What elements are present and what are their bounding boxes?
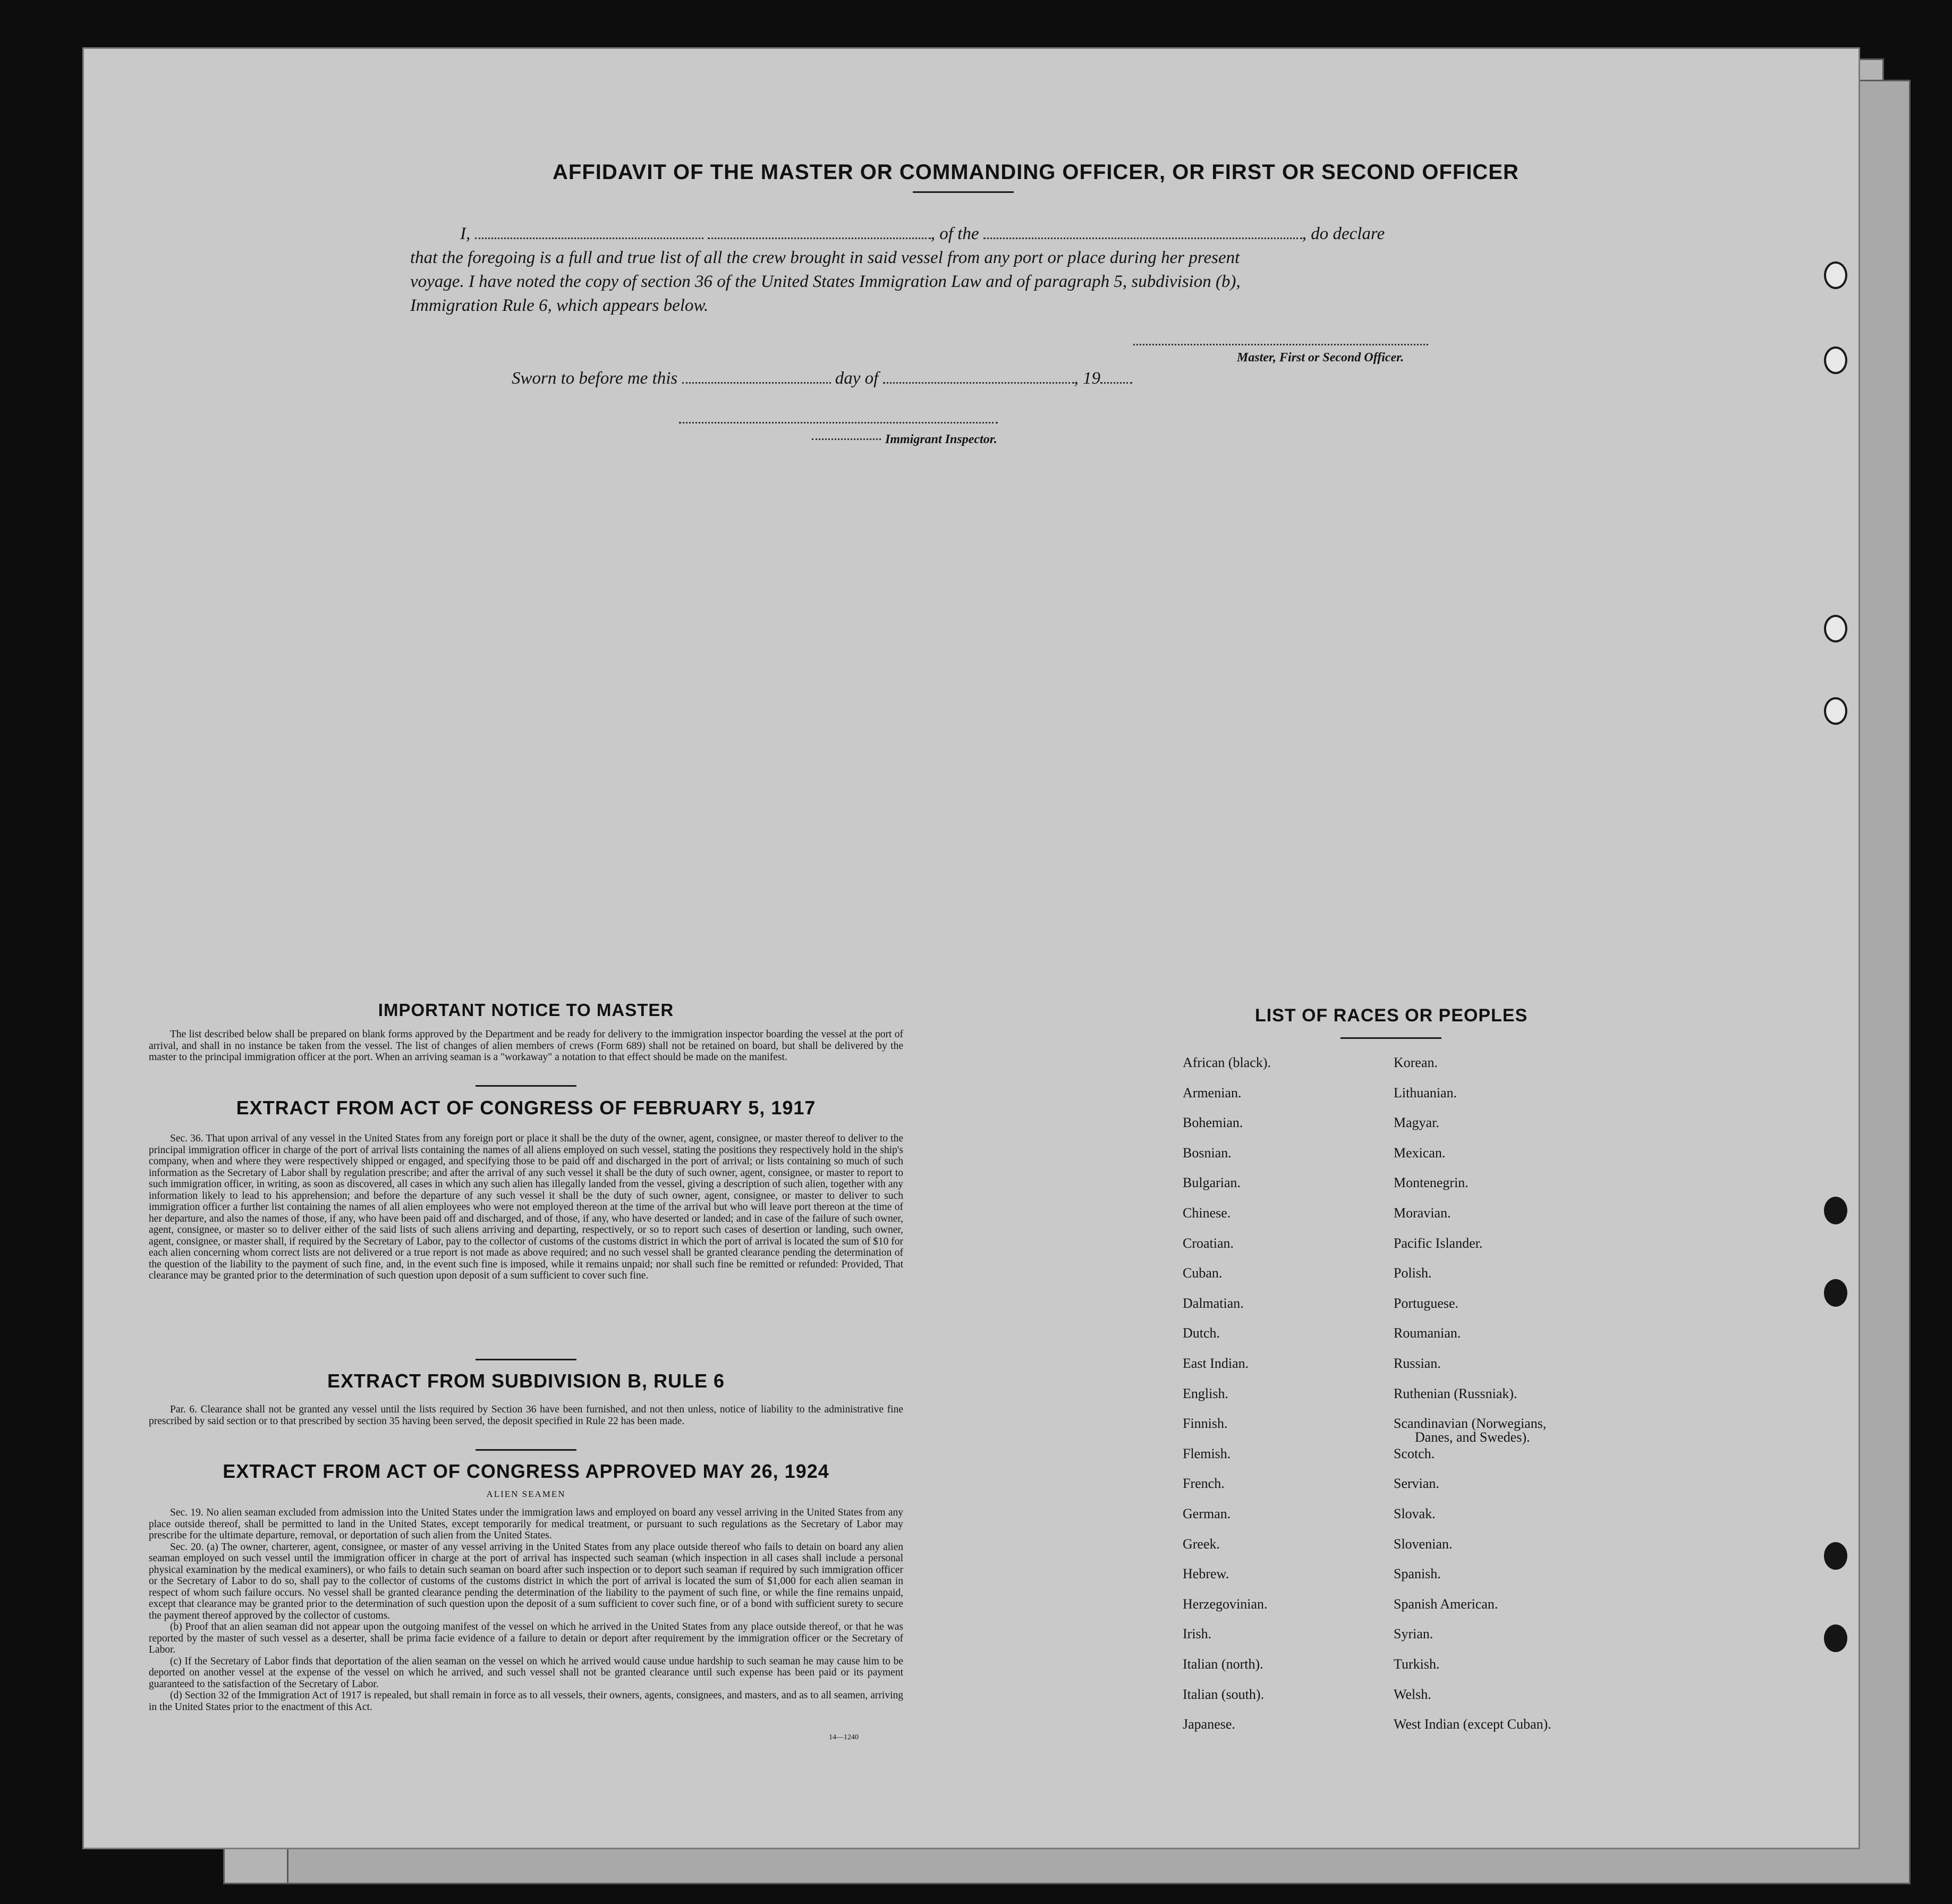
act-1924-paragraph: (d) Section 32 of the Immigration Act of 1917 is repealed, but shall remain in force as to all vessels, their owners, agents, consignees, and masters, and as to all seamen, arriving in the United States prior to the enactment of this Act.: [149, 1690, 903, 1713]
binder-hole-icon: [1824, 615, 1847, 642]
race-item: Portuguese.: [1394, 1295, 1459, 1311]
day-blank[interactable]: [682, 370, 831, 384]
inspector-signature-line[interactable]: [679, 422, 998, 424]
race-item: Montenegrin.: [1394, 1175, 1469, 1191]
vessel-blank[interactable]: [983, 226, 1302, 239]
race-item: East Indian.: [1183, 1356, 1249, 1371]
rule6-title: EXTRACT FROM SUBDIVISION B, RULE 6: [327, 1370, 725, 1392]
affidavit-line-1: [460, 222, 1470, 246]
race-item: Syrian.: [1394, 1626, 1433, 1642]
section-divider: [1340, 1037, 1441, 1039]
race-item: Cuban.: [1183, 1265, 1223, 1281]
affidavit-title: AFFIDAVIT OF THE MASTER OR COMMANDING OFFICER, OR FIRST OR SECOND OFFICER: [553, 160, 1519, 184]
title-underline: [913, 191, 1014, 193]
race-item: Bosnian.: [1183, 1145, 1232, 1161]
race-item: Lithuanian.: [1394, 1085, 1457, 1101]
race-item: Bohemian.: [1183, 1115, 1243, 1131]
race-item: Japanese.: [1183, 1716, 1235, 1732]
race-item: Moravian.: [1394, 1205, 1451, 1221]
binder-hole-icon: [1824, 346, 1847, 374]
i-label: I,: [460, 224, 471, 243]
race-item: Bulgarian.: [1183, 1175, 1241, 1191]
race-item: Ruthenian (Russniak).: [1394, 1385, 1517, 1401]
race-item: Herzegovinian.: [1183, 1596, 1268, 1612]
race-item: West Indian (except Cuban).: [1394, 1716, 1551, 1732]
binder-hole-icon: [1824, 1542, 1847, 1570]
of-the-label: , of the: [930, 224, 979, 243]
extract-1917-block: [149, 1133, 903, 1282]
race-item: Servian.: [1394, 1476, 1439, 1492]
rule6-text: Par. 6. Clearance shall not be granted any vessel until the lists required by Section 36 have been furnished, and not then unless, notice of liability to the administrative fine prescribed by said section or to that prescribed by section 35 having been served, the deposit specified in Rule 22 has been made.: [149, 1404, 903, 1427]
act-1924-subtitle: ALIEN SEAMEN: [486, 1489, 566, 1499]
race-item: Italian (south).: [1183, 1686, 1264, 1702]
year-label: , 19: [1074, 369, 1101, 388]
extract-1917-title: EXTRACT FROM ACT OF CONGRESS OF FEBRUARY 5, 1917: [236, 1097, 816, 1119]
inspector-signature-line[interactable]: [812, 438, 881, 440]
act-1924-paragraph: Sec. 20. (a) The owner, charterer, agent, consignee, or master of any vessel arriving in the United States from any place outside thereof who fails to detain on board any alien seaman employed on such vessel until the immigration officer in charge at the port of arrival has inspected such seaman (which inspection in all cases shall include a personal physical examination by the medical examiners), or who fails to detain such seaman on board after such inspection or to deport such seaman if required by such immigration officer or the Secretary of Labor to do so, shall pay to the collector of customs of the customs district in which the port of arrival is located the sum of $1,000 for each alien seaman in respect of whom such failure occurs. No vessel shall be granted clearance pending the determination of the liability to the payment of such fine, or while the fine remains unpaid, except that clearance may be granted prior to the determination of such question upon the deposit of a sum sufficient to cover such fine, or of a bond with sufficient surety to secure the payment thereof approved by the collector of customs.: [149, 1541, 903, 1621]
name-blank[interactable]: [475, 226, 703, 239]
section-divider: [476, 1085, 576, 1087]
race-item: Scotch.: [1394, 1445, 1435, 1461]
race-item: Magyar.: [1394, 1115, 1439, 1131]
name-blank[interactable]: [708, 226, 931, 239]
race-item: Dalmatian.: [1183, 1295, 1244, 1311]
master-signature-label: Master, First or Second Officer.: [1237, 351, 1404, 365]
race-item: Flemish.: [1183, 1445, 1231, 1461]
race-item: Spanish.: [1394, 1566, 1441, 1582]
section-divider: [476, 1449, 576, 1451]
binder-hole-icon: [1824, 261, 1847, 289]
act-1924-block: [149, 1507, 903, 1713]
act-1924-paragraph: (b) Proof that an alien seaman did not appear upon the outgoing manifest of the vessel on which he arrived in the United States from any place outside thereof, or that he was reported by the master of such vessel as a deserter, shall be prima facie evidence of a failure to detain or deport after requirement by the immigration officer or the Secretary of Labor.: [149, 1621, 903, 1655]
race-item: Greek.: [1183, 1536, 1220, 1552]
form-page: [84, 49, 1858, 1848]
month-blank[interactable]: [883, 370, 1074, 384]
race-item: Turkish.: [1394, 1656, 1440, 1672]
race-item: Korean.: [1394, 1055, 1438, 1070]
sworn-line: [512, 369, 1132, 388]
race-item: Spanish American.: [1394, 1596, 1498, 1612]
binder-hole-icon: [1824, 1279, 1847, 1307]
race-item: Armenian.: [1183, 1085, 1242, 1101]
rule6-block: [149, 1404, 903, 1427]
race-item: Italian (north).: [1183, 1656, 1263, 1672]
year-blank[interactable]: [1100, 370, 1132, 384]
races-title: LIST OF RACES OR PEOPLES: [1255, 1005, 1528, 1026]
extract-1917-text: Sec. 36. That upon arrival of any vessel in the United States from any foreign port or place it shall be the duty of the owner, agent, consignee, or master thereof to deliver to the principal immigration officer in charge of the port of arrival lists containing the names of all aliens employed on such vessel, stating the positions they respectively hold in the ship's company, when and where they were respectively shipped or engaged, and specifying those to be paid off and discharged in the port of arrival; or lists containing so much of such information as the Secretary of Labor shall by regulation prescribe; and after the arrival of any such vessel it shall be the duty of such owner, agent, consignee, or master to report to such immigration officer, in writing, as soon as discovered, all cases in which any such alien has illegally landed from the vessel, giving a description of such alien, together with any information likely to lead to his apprehension; and before the departure of any such vessel it shall be the duty of such owner, agent, consignee, or master to deliver to such immigration officer a further list containing the names of all alien employees who were not employed thereon at the time of the arrival but who will leave port thereon at the time of her departure, and also the names of those, if any, who have been paid off and discharged, and of those, if any, who have deserted or landed; and in case of the failure of such owner, agent, consignee, or master so to deliver either of the said lists of such aliens arriving and departing, respectively, or so to report such cases of desertion or landing, such owner, agent, consignee, or master shall, if required by the Secretary of Labor, pay to the collector of customs of the customs district in which the port of arrival is located the sum of $10 for each alien concerning whom correct lists are not delivered or a true report is not made as above required; and no such vessel shall be granted clearance pending the determination of the question of the liability to the payment of such fine, and, in the event such fine is imposed, while it remains unpaid; nor shall such fine be remitted or refunded: Provided, That clearance may be granted prior to the determination of such question upon deposit of a sum sufficient to cover such fine.: [149, 1133, 903, 1281]
act-1924-paragraph: Sec. 19. No alien seaman excluded from admission into the United States under the immigration laws and employed on board any vessel arriving in the United States from any place outside thereof, shall be permitted to land in the United States, except temporarily for medical treatment, or pursuant to such regulations as the Secretary of Labor may prescribe for the ultimate departure, removal, or deportation of such alien from the United States.: [149, 1507, 903, 1541]
notice-title: IMPORTANT NOTICE TO MASTER: [378, 1000, 674, 1020]
race-item: Croatian.: [1183, 1235, 1234, 1251]
race-item: Russian.: [1394, 1356, 1441, 1371]
race-item: Slovenian.: [1394, 1536, 1453, 1552]
form-number: 14—1240: [829, 1733, 859, 1741]
binder-hole-icon: [1824, 1197, 1847, 1224]
notice-text-block: [149, 1029, 903, 1063]
section-divider: [476, 1359, 576, 1360]
race-item: Chinese.: [1183, 1205, 1231, 1221]
race-item: Irish.: [1183, 1626, 1212, 1642]
race-item: Scandinavian (Norwegians,: [1394, 1416, 1547, 1432]
race-item: English.: [1183, 1385, 1228, 1401]
race-item: Finnish.: [1183, 1416, 1228, 1432]
race-item: Mexican.: [1394, 1145, 1446, 1161]
affidavit-body: [410, 222, 1470, 318]
do-declare-label: , do declare: [1302, 224, 1385, 243]
race-item: Slovak.: [1394, 1506, 1436, 1521]
race-item: African (black).: [1183, 1055, 1271, 1070]
race-item: Pacific Islander.: [1394, 1235, 1483, 1251]
notice-text: The list described below shall be prepared on blank forms approved by the Department and be ready for delivery to the immigration inspector boarding the vessel at the port of arrival, and shall in no instance be taken from the vessel. The list of changes of alien members of crews (Form 689) shall not be retained on board, but shall be delivered by the master to the principal immigration officer at the port. When an arriving seaman is a "workaway" a notation to that effect should be made on the manifest.: [149, 1029, 903, 1063]
race-item: Hebrew.: [1183, 1566, 1229, 1582]
race-item: German.: [1183, 1506, 1231, 1521]
act-1924-paragraph: (c) If the Secretary of Labor finds that deportation of the alien seaman on the vessel on which he arrived would cause undue hardship to such seaman he may cause him to be deported on another vessel at the expense of the vessel on which he arrived, and such vessel shall not be granted clearance until such expense has been paid or its payment guaranteed to the satisfaction of the Secretary of Labor.: [149, 1655, 903, 1690]
affidavit-line-2: that the foregoing is a full and true list of all the crew brought in said vessel from any port or place during her present: [410, 248, 1240, 267]
race-item: Dutch.: [1183, 1325, 1220, 1341]
sworn-label: Sworn to before me this: [512, 369, 678, 388]
affidavit-line-3: voyage. I have noted the copy of section 36 of the United States Immigration Law and of paragraph 5, subdivision (b),: [410, 272, 1241, 291]
race-item: Roumanian.: [1394, 1325, 1461, 1341]
race-item: Welsh.: [1394, 1686, 1431, 1702]
inspector-label: Immigrant Inspector.: [885, 433, 997, 446]
act-1924-title: EXTRACT FROM ACT OF CONGRESS APPROVED MAY 26, 1924: [223, 1460, 829, 1482]
day-of-label: day of: [835, 369, 879, 388]
race-item: French.: [1183, 1476, 1225, 1492]
binder-hole-icon: [1824, 697, 1847, 725]
race-item: Polish.: [1394, 1265, 1432, 1281]
affidavit-line-4: Immigration Rule 6, which appears below.: [410, 296, 709, 315]
binder-hole-icon: [1824, 1624, 1847, 1652]
master-signature-line[interactable]: [1133, 344, 1428, 345]
race-item-continuation: Danes, and Swedes).: [1415, 1429, 1530, 1445]
